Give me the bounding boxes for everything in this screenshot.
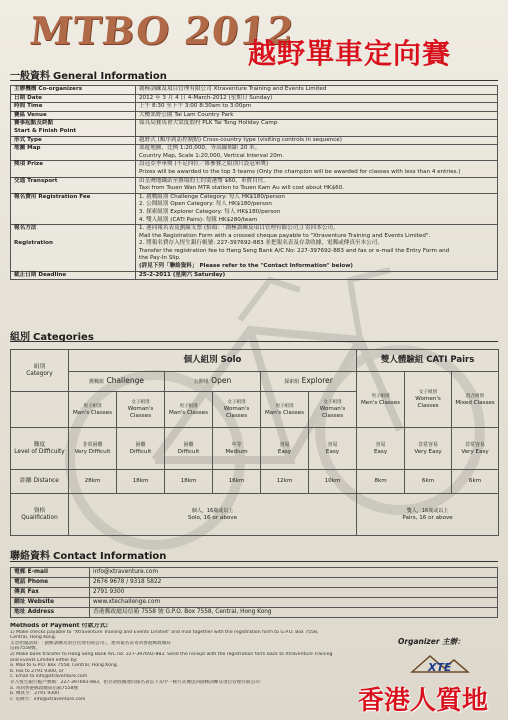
contact-table [10,567,498,618]
table-row [11,177,498,193]
table-row [11,494,499,536]
row-value: 設冠亞季軍獎 (不足四位／隊參賽之組別只設冠軍獎) Prizes will be awarded to the top 3 teams (Only the champion will be awarded for classes with less than 4 entries.) [136,161,498,177]
difficulty-cell: 困難 Difficult [165,428,213,470]
payment-heading: Methods of Payment 付款方式: [10,623,109,629]
payment-line: b. 傳真至：2791 9300 [10,691,60,697]
phone-value: 2676 9678 / 9318 5822 [90,578,498,588]
table-row [11,428,499,470]
row-value: 越野式 (順序到訪控制點) Cross-country type (visiting controls in sequence) [136,136,498,145]
table-row [11,598,498,608]
payment-line: and Events Limited either by: [10,657,78,663]
payment-line: b. Fax to 2791 9300, or [10,668,64,674]
row-label: 電話 Phone [11,578,90,588]
distance-cell: 28km [69,470,117,494]
table-row [11,470,499,494]
contact-divider [10,561,498,562]
class-cell: 男子組別 Man's Classes [69,392,117,428]
row-value: 1. 挑戰組別 Challenge Category: 每人 HK$180/person 2. 公開組別 Open Category: 每人 HK$180/person 3. 探索組別 Explorer Category: 每人 HK$180/person 4. 雙人組別 (CATI Pairs): 每隊 HK$280/team [136,193,498,224]
distance-label: 距離 Distance [11,470,69,494]
class-row-label [11,392,69,428]
payment-line: 1) Make checks payable to "Xtraventure Training and Events Limited" and mail together with the registration form to G.P.O. Box 7558, [10,629,319,635]
payment-line: c. Email to info@xtraventure.com [10,674,88,680]
group-open: 公開組 Open [165,372,261,392]
row-label: 交通 Transport [11,177,136,193]
table-row [11,588,498,598]
group-explorer: 探索組 Explorer [261,372,357,392]
table-row [11,103,498,112]
qualification-label: 資格 Qualification [11,494,69,536]
payment-line: 信箱7558號。 [10,646,41,652]
class-cell: 女子組別 Woman's Classes [213,392,261,428]
fax-value: 2791 9300 [90,588,498,598]
table-row [11,120,498,136]
class-cell: 男子組別 Men's Classes [357,372,405,428]
table-row [11,111,498,120]
difficulty-cell: 非常容易 Very Easy [405,428,452,470]
table-row [11,94,498,103]
payment-line: 2) Make bank transfer to Hang Seng Bank A/C no: 227-397692-883. Send the receipt with the registration form back to Xtraventure Training [10,651,333,657]
distance-cell: 12km [261,470,309,494]
logo-text: XTE [428,661,452,674]
table-row [11,350,499,372]
row-value: 上午 8:30 至下午 3:00 8:30am to 3:00pm [136,103,498,112]
payment-line: a. 寄回香港郵政總局信箱7558號 [10,685,78,691]
payment-line: 支票抬頭請寫：「創極訓練及項目管理有限公司」，連同報名表寄回香港郵政總局 [10,640,171,646]
contact-heading: 聯絡資料 Contact Information [10,551,167,562]
difficulty-cell: 困難 Difficult [117,428,165,470]
table-row [11,145,498,161]
row-label: 主辦機構 Co-organizers [11,86,136,95]
class-cell: 女子組別 Woman's Classes [309,392,357,428]
row-label: 報名方法 Registration [11,225,136,272]
general-info-table [10,85,498,280]
row-value: 由荃灣地鐵站至賽場的士約需港幣 $60，車費自付。 Taxi from Tsuen Wan MTR station to Tsuen Kam Au will cost about HK$60. [136,177,498,193]
row-label: 時間 Time [11,103,136,112]
payment-line: Central, Hong Kong. [10,635,57,641]
payment-line: c. 電郵至：info@xtraventure.com [10,696,86,702]
pairs-title: 雙人體驗組 CATI Pairs [357,350,499,372]
difficulty-cell: 容易 Easy [261,428,309,470]
distance-cell: 10km [309,470,357,494]
general-info-heading: 一般資料 General Information [10,71,167,82]
categories-heading: 組別 Categories [10,332,94,343]
table-row [11,608,498,618]
distance-cell: 18km [117,470,165,494]
row-label: 傳真 Fax [11,588,90,598]
class-cell: 男子組別 Man's Classes [165,392,213,428]
table-row [11,225,498,272]
row-value: 25-2-2011 (星期六 Saturday) [136,271,498,280]
general-info-divider [10,80,498,81]
row-label: 日期 Date [11,94,136,103]
table-row [11,271,498,280]
difficulty-cell: 非常困難 Very Difficult [69,428,117,470]
mtbo-logo: MTBO 2012 [27,8,297,53]
row-value: 創極訓練及項目管理有限公司 Xtraventure Training and Events Limited [136,86,498,95]
difficulty-label: 難度 Level of Difficulty [11,428,69,470]
row-label: 賽事起點及終點 Start & Finish Point [11,120,136,136]
row-value: 郊遊地圖，比例 1:20,000，等高線間距 20 米。 Country Map, Scale 1:20,000, Vertical Interval 20m. [136,145,498,161]
categories-divider [10,341,498,342]
row-label: 網址 Website [11,598,90,608]
row-label: 電郵 E-mail [11,568,90,578]
row-value: 大欖郊野公園 Tai Lam Country Park [136,111,498,120]
group-challenge: 挑戰組 Challenge [69,372,165,392]
payment-line: 存入恆生銀行帳戶號碼：227-397692-883，把存款收據連同報名表以下其中一種方式傳送回創極訓練及項目管理有限公司： [10,679,265,685]
solo-title: 個人組別 Solo [69,350,357,372]
difficulty-cell: 容易 Easy [357,428,405,470]
qualification-pairs: 雙人，16歲或以上 Pairs, 16 or above [357,494,499,536]
difficulty-cell: 非常容易 Very Easy [452,428,499,470]
qualification-solo: 個人，16歲或以上 Solo, 16 or above [69,494,357,536]
table-row [11,372,499,392]
table-row [11,86,498,95]
distance-cell: 8km [357,470,405,494]
row-label: 形式 Type [11,136,136,145]
row-label: 地圖 Map [11,145,136,161]
row-label: 獎項 Prize [11,161,136,177]
difficulty-cell: 容易 Easy [309,428,357,470]
table-row [11,193,498,224]
class-cell: 女子組別 Women's Classes [405,372,452,428]
category-label: 組別 Category [11,350,69,392]
payment-methods [10,623,350,702]
row-value: 2012 年 3 月 4 日 4-March-2012 (星期日 Sunday) [136,94,498,103]
class-cell: 女子組別 Woman's Classes [117,392,165,428]
table-row [11,578,498,588]
watermark-text: 香港人質地 [358,686,489,716]
table-row [11,136,498,145]
row-value: 保良局賽馬會大棠度假村 PLK Tai Tong Holiday Camp [136,120,498,136]
distance-cell: 6km [405,470,452,494]
table-row [11,161,498,177]
payment-line: a. Mail to G.P.O. Box 7558, Central, Hong Kong. [10,663,119,669]
row-label: 報名費用 Registration Fee [11,193,136,224]
table-row [11,568,498,578]
categories-table [10,349,499,536]
row-label: 截止日期 Deadline [11,271,136,280]
class-cell: 混合組別 Mixed Classes [452,372,499,428]
distance-cell: 6km [452,470,499,494]
row-label: 賽區 Venue [11,111,136,120]
class-cell: 男子組別 Man's Classes [261,392,309,428]
address-value: 香港郵政總局信箱 7558 號 G.P.O. Box 7558, Central, Hong Kong [90,608,498,618]
website-link[interactable]: www.xtechallenge.com [90,598,498,608]
row-value: 1. 連同報名表及劃線支票 (抬頭：「創極訓練及項目管理有限公司」) 寄回本公司。 Mail the Registration Form with a crossed cheque payable to "Xtraventure Training and Events Limited". 2. 將報名費存入恆生銀行帳號: 227-397692-883 並把報名表及存款收據，電郵或傳真至本公司。 Transfer the registration fee to Hang Seng Bank A/C No: 227-397692-883 and fax or e-mail the Entry Form and the Pay-In Slip. (詳見下列「聯絡資料」 Please refer to the "Contact Information" below) [136,225,498,272]
distance-cell: 18km [165,470,213,494]
xte-logo-icon [410,652,470,676]
email-value[interactable]: info@xtraventure.com [90,568,498,578]
organizer-label: Organizer 主辦： [398,637,465,646]
row-label: 地址 Address [11,608,90,618]
distance-cell: 16km [213,470,261,494]
flyer-header [0,0,508,70]
event-title: 越野單車定向賽 [248,37,452,70]
difficulty-cell: 中等 Medium [213,428,261,470]
